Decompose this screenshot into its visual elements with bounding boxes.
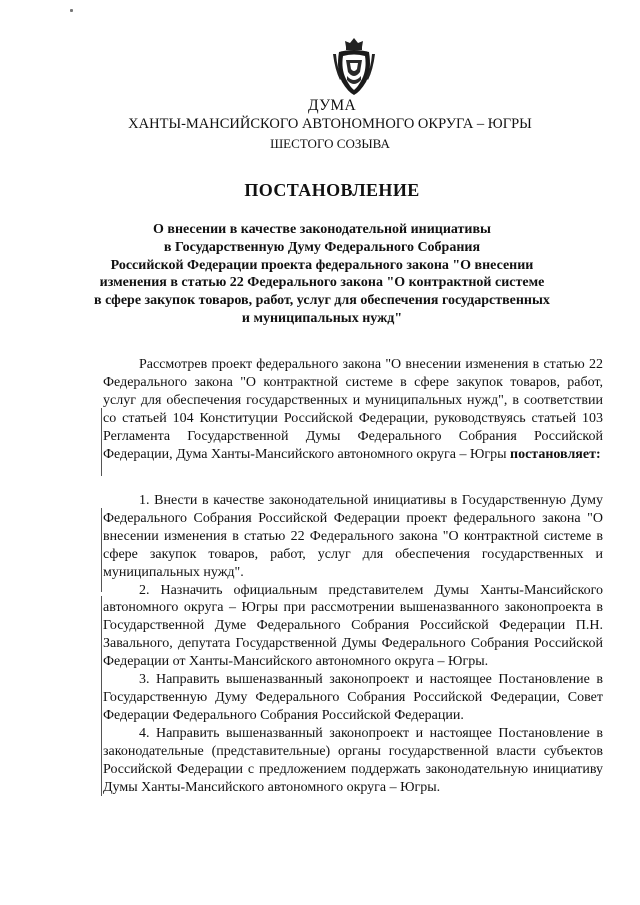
scan-mark <box>70 9 73 12</box>
organization-name: ДУМА <box>308 97 356 114</box>
subject-line: и муниципальных нужд" <box>241 310 403 326</box>
scan-margin-line <box>101 508 102 592</box>
document-type: ПОСТАНОВЛЕНИЕ <box>244 180 420 200</box>
subject-line: в сфере закупок товаров, работ, услуг для обеспечения государственных <box>94 293 550 309</box>
resolution-items <box>103 492 603 796</box>
subject-line: Российской Федерации проекта федерального закона "О внесении <box>110 257 534 273</box>
subject-line: изменения в статью 22 Федерального закона "О контрактной системе <box>99 275 545 291</box>
resolution-item: 2. Назначить официальным представителем Думы Ханты-Мансийского автономного округа – Югры при рассмотрении вышеназванного законопроекта в Государственной Думе Федерального Собрания Российской Федерации П.Н. Завального, депутата Государственной Думы Федерального Собрания Российской Федерации от Ханты-Мансийского автономного округа – Югры. <box>103 582 603 670</box>
document-subject <box>50 221 594 328</box>
scan-margin-line <box>101 596 102 796</box>
resolution-item: 4. Направить вышеназванный законопроект и настоящее Постановление в законодательные (представительные) органы государственной власти субъектов Российской Федерации с предложением поддержать законодательную инициативу Думы Ханты-Мансийского автономного округа – Югры. <box>103 725 603 795</box>
subject-line: О внесении в качестве законодательной инициативы <box>153 222 491 237</box>
region-name: ХАНТЫ-МАНСИЙСКОГО АВТОНОМНОГО ОКРУГА – ЮГРЫ <box>128 116 532 132</box>
resolution-item: 3. Направить вышеназванный законопроект и настоящее Постановление в Государственную Думу Федерального Собрания Российской Федерации, Совет Федерации Федерального Собрания Российской Федерации. <box>103 672 603 723</box>
subject-line: в Государственную Думу Федерального Собрания <box>163 239 481 255</box>
resolution-item: 1. Внести в качестве законодательной инициативы в Государственную Думу Федерального Собрания Российской Федерации проект федерального закона "О внесении изменения в статью 22 Федерального закона "О контрактной системе в сфере закупок товаров, работ, услуг для обеспечения государственных и муниципальных нужд". <box>103 493 603 580</box>
scan-margin-line <box>101 408 102 476</box>
preamble-text: Рассмотрев проект федерального закона "О внесении изменения в статью 22 Федерального закона "О контрактной системе в сфере закупок товаров, работ, услуг для обеспечения государственных и муниципальных нужд", в соответствии со статьей 104 Конституции Российской Федерации, руководствуясь статьей 103 Регламента Государственной Думы Федерального Собрания Российской Федерации, Дума Ханты-Мансийского автономного округа – Югры <box>103 357 603 462</box>
resolves-keyword: постановляет: <box>510 446 601 462</box>
convocation: ШЕСТОГО СОЗЫВА <box>270 136 390 151</box>
preamble-paragraph <box>103 356 603 463</box>
coat-of-arms-icon <box>330 36 378 98</box>
